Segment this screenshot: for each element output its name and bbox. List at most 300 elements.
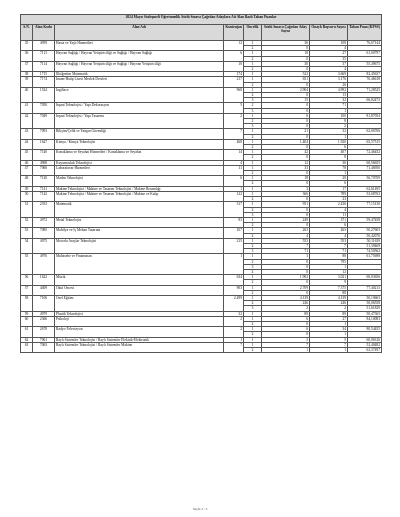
- table-cell: 2: [244, 321, 262, 326]
- table-title: 2024 Mayıs Sözleşmeli Öğretmenlik Sözlü Sınava Çağrılan Adaylara Ait Alan Bazlı Taban Puanlar: [21, 15, 382, 25]
- table-cell: 33: [262, 165, 310, 170]
- table-cell: 50: [21, 191, 33, 201]
- table-cell: 100: [310, 113, 348, 118]
- table-cell: 2: [244, 93, 262, 98]
- table-cell: 2: [244, 171, 262, 176]
- table-cell: 7: [224, 342, 244, 352]
- header-row: [21, 25, 382, 41]
- table-cell: 0: [262, 46, 310, 51]
- table-cell: 72,46452: [348, 150, 382, 155]
- table-cell: 8: [310, 119, 348, 124]
- table-cell: 7120: [33, 176, 55, 186]
- table-cell: 7142: [33, 191, 55, 201]
- table-cell: 37: [310, 61, 348, 66]
- table-cell: 1: [244, 316, 262, 321]
- table-cell: Bilişim/Çelik ve Yangın Güvenliği: [55, 129, 224, 139]
- table-cell: 1: [224, 254, 244, 275]
- table-cell: 4975: [33, 238, 55, 254]
- table-cell: 6: [310, 223, 348, 228]
- table-cell: 2.904: [262, 87, 310, 92]
- table-cell: Makine Teknolojisi / Makine ve Tasarım Teknolojisi / Makine Resamlığı: [55, 186, 224, 191]
- table-cell: 2: [244, 223, 262, 228]
- table-cell: Maden Teknolojisi: [55, 176, 224, 186]
- table-cell: 71: [310, 249, 348, 254]
- table-cell: 89: [310, 311, 348, 316]
- table-cell: 32: [310, 129, 348, 134]
- table-cell: 1: [244, 254, 262, 259]
- table-cell: 40: [21, 87, 33, 103]
- table-cell: 11: [310, 212, 348, 217]
- table-cell: 27: [310, 316, 348, 321]
- table-cell: 1: [244, 228, 262, 233]
- table-cell: 76,46618: [348, 77, 382, 82]
- table-cell: 0: [262, 207, 310, 212]
- table-cell: 4.139: [262, 295, 310, 300]
- table-cell: 2: [224, 113, 244, 129]
- table-cell: 217: [224, 77, 244, 87]
- table-cell: 2: [224, 316, 244, 326]
- table-cell: Hayvan Sağlığı / Hayvan Yetiştiriciliği ve Sağlığı / Hayvan Yetiştiriciliği: [55, 61, 224, 71]
- table-cell: 1: [244, 113, 262, 118]
- table-cell: 1: [244, 217, 262, 222]
- table-cell: 4: [310, 207, 348, 212]
- table-cell: Psikoloji: [55, 316, 224, 326]
- page-footer: Sayfa 2 / 3: [192, 507, 208, 511]
- table-cell: 0: [262, 259, 310, 264]
- table-cell: 1: [244, 165, 262, 170]
- table-cell: 2: [244, 243, 262, 248]
- table-cell: 88: [310, 254, 348, 259]
- table-cell: Okul Öncesi: [55, 285, 224, 295]
- table-cell: 7049: [33, 113, 55, 129]
- table-cell: 1622: [33, 275, 55, 285]
- column-header: Öncelik: [244, 25, 262, 41]
- table-cell: 4: [244, 269, 262, 274]
- table-cell: 5: [310, 337, 348, 342]
- table-cell: 1: [244, 342, 262, 347]
- table-cell: 3: [244, 264, 262, 269]
- table-cell: 553: [310, 238, 348, 243]
- table-cell: 2: [244, 67, 262, 72]
- table-cell: 7: [310, 243, 348, 248]
- table-body: [21, 41, 382, 353]
- table-cell: 63: [21, 342, 33, 352]
- table-cell: 7174: [33, 77, 55, 87]
- table-cell: 34: [310, 327, 348, 332]
- table-cell: 2.499: [224, 295, 244, 311]
- table-cell: 4976: [33, 254, 55, 275]
- table-cell: 51,39469: [348, 243, 382, 248]
- table-cell: 62,37497: [348, 347, 382, 352]
- table-cell: 1: [310, 134, 348, 139]
- table-cell: 77,15130: [348, 202, 382, 207]
- table-cell: 0: [262, 67, 310, 72]
- table-cell: 48: [21, 176, 33, 186]
- table-cell: 59: [21, 311, 33, 316]
- table-cell: 74,50562: [348, 249, 382, 254]
- table-cell: 553: [262, 238, 310, 243]
- table-cell: 37: [21, 61, 33, 71]
- table-cell: 1627: [33, 139, 55, 149]
- table-cell: 55: [21, 254, 33, 275]
- table-cell: 2: [244, 155, 262, 160]
- table-cell: 1: [244, 295, 262, 300]
- table-cell: 7113: [33, 51, 55, 61]
- table-cell: 0: [262, 280, 310, 285]
- table-cell: 0: [262, 155, 310, 160]
- table-cell: 1524: [33, 87, 55, 103]
- table-cell: 50,06558: [348, 301, 382, 306]
- table-cell: 215: [224, 238, 244, 254]
- table-cell: 903: [224, 285, 244, 295]
- table-cell: 36: [21, 51, 33, 61]
- table-cell: 7106: [33, 295, 55, 311]
- table-cell: 2: [244, 301, 262, 306]
- table-cell: 77,40213: [348, 285, 382, 290]
- table-cell: 2: [244, 103, 262, 108]
- table-cell: 366: [262, 191, 310, 196]
- table-cell: 52: [21, 217, 33, 227]
- table-cell: 60,56655: [348, 160, 382, 165]
- table-cell: 1: [244, 191, 262, 196]
- table-cell: 52,40482: [348, 342, 382, 347]
- table-cell: 4: [310, 46, 348, 51]
- table-cell: 4959: [33, 41, 55, 51]
- table-cell: 43: [21, 129, 33, 139]
- table-cell: 4972: [33, 217, 55, 227]
- table-cell: 4: [310, 67, 348, 72]
- table-cell: 1: [244, 139, 262, 144]
- table-cell: 6: [224, 51, 244, 61]
- table-cell: 1: [244, 337, 262, 342]
- table-cell: 407: [310, 150, 348, 155]
- table-cell: 44: [21, 139, 33, 149]
- table-cell: 81,87054: [348, 113, 382, 118]
- table-cell: 2: [262, 306, 310, 311]
- table-cell: 3: [244, 212, 262, 217]
- table-cell: 1: [244, 61, 262, 66]
- table-cell: 3: [244, 249, 262, 254]
- table-cell: 36: [262, 41, 310, 46]
- table-cell: 2: [224, 327, 244, 337]
- table-cell: 6: [224, 176, 244, 186]
- table-cell: 2353: [33, 202, 55, 218]
- table-cell: 0: [262, 290, 310, 295]
- table-cell: 13: [310, 93, 348, 98]
- table-cell: 7: [224, 129, 244, 139]
- table-cell: 4979: [33, 311, 55, 316]
- table-cell: 2: [244, 290, 262, 295]
- table-cell: 371: [310, 217, 348, 222]
- table-cell: 12: [310, 269, 348, 274]
- table-cell: 1: [244, 311, 262, 316]
- table-cell: 4968: [33, 160, 55, 165]
- table-cell: 61: [21, 327, 33, 337]
- table-cell: 15: [262, 98, 310, 103]
- table-cell: 26: [310, 82, 348, 87]
- table-cell: 317: [224, 202, 244, 218]
- table-cell: 38: [21, 72, 33, 77]
- table-cell: Müzik: [55, 275, 224, 285]
- table-cell: 2: [244, 332, 262, 337]
- table-cell: Metal Teknolojisi: [55, 217, 224, 227]
- table-cell: 263: [310, 228, 348, 233]
- table-cell: 2: [244, 82, 262, 87]
- table-cell: 2.709: [262, 285, 310, 290]
- table-cell: 1: [310, 108, 348, 113]
- table-cell: 7114: [33, 61, 55, 71]
- table-cell: 0: [262, 103, 310, 108]
- table-cell: 0: [262, 269, 310, 274]
- table-cell: 2: [244, 119, 262, 124]
- table-cell: Laboratuvar Hizmetleri: [55, 165, 224, 175]
- table-cell: İlköğretim Matematik: [55, 72, 224, 77]
- table-cell: 54: [21, 238, 33, 254]
- table-cell: 0: [262, 332, 310, 337]
- table-cell: 1715: [33, 72, 55, 77]
- table-cell: 1: [244, 87, 262, 92]
- table-cell: Kuyumculuk Teknolojisi: [55, 160, 224, 165]
- table-cell: 35: [21, 41, 33, 51]
- table-cell: 32: [224, 311, 244, 316]
- table-cell: 3: [262, 337, 310, 342]
- table-cell: 11: [224, 165, 244, 175]
- table-cell: 50,11639: [348, 238, 382, 243]
- table-cell: 951: [262, 202, 310, 207]
- table-cell: 50,10663: [348, 295, 382, 300]
- table-cell: 83: [224, 217, 244, 227]
- column-header: Alan Adı: [55, 25, 224, 41]
- table-cell: 88: [310, 290, 348, 295]
- table-cell: 0: [262, 321, 310, 326]
- table-cell: 1: [244, 77, 262, 82]
- table-cell: 41: [21, 103, 33, 113]
- table-cell: 1: [310, 347, 348, 352]
- table-cell: 2: [244, 233, 262, 238]
- table-cell: 1: [310, 321, 348, 326]
- table-cell: 1: [244, 285, 262, 290]
- table-cell: 0: [262, 171, 310, 176]
- table-cell: 66,02473: [348, 98, 382, 103]
- table-cell: 2: [244, 197, 262, 202]
- table-cell: 18: [262, 176, 310, 181]
- table-cell: 107: [224, 228, 244, 238]
- table-cell: 7141: [33, 186, 55, 191]
- table-cell: 8: [310, 155, 348, 160]
- table-cell: 0: [262, 56, 310, 61]
- table-cell: 246: [262, 301, 310, 306]
- table-cell: 7140: [33, 150, 55, 160]
- table-cell: 0: [262, 82, 310, 87]
- table-cell: 53: [21, 228, 33, 238]
- table-cell: 71,28525: [348, 87, 382, 92]
- table-cell: 45: [21, 150, 33, 160]
- table-cell: 89: [262, 311, 310, 316]
- table-cell: 522: [262, 72, 310, 77]
- table-cell: 4.992: [310, 87, 348, 92]
- table-cell: 468: [224, 139, 244, 149]
- table-cell: 651: [262, 77, 310, 82]
- table-cell: Hayvan Sağlığı / Hayvan Yetiştiriciliği ve Sağlığı / Hayvan Sağlığı: [55, 51, 224, 61]
- table-cell: 12: [262, 160, 310, 165]
- table-cell: 2.436: [310, 202, 348, 207]
- table-cell: 968: [224, 87, 244, 103]
- table-cell: 0: [262, 212, 310, 217]
- score-table: [20, 14, 382, 353]
- table-cell: 62: [21, 337, 33, 342]
- table-cell: 6: [262, 316, 310, 321]
- table-cell: Motorlu Araçlar Teknolojisi: [55, 238, 224, 254]
- table-cell: 6: [310, 181, 348, 186]
- table-cell: 1: [310, 171, 348, 176]
- table-cell: 9: [310, 280, 348, 285]
- table-cell: Makine Teknolojisi / Makine ve Tasarım Teknolojisi / Makine ve Kalıp: [55, 191, 224, 201]
- table-cell: 2678: [33, 327, 55, 337]
- table-cell: 7: [310, 342, 348, 347]
- table-cell: 2: [244, 134, 262, 139]
- table-cell: 1: [244, 327, 262, 332]
- table-cell: 20: [310, 176, 348, 181]
- table-cell: 1.404: [262, 139, 310, 144]
- table-cell: 2: [310, 124, 348, 129]
- table-cell: 1: [310, 332, 348, 337]
- table-cell: 60,06316: [348, 337, 382, 342]
- table-cell: 6: [262, 113, 310, 118]
- table-cell: 71,46950: [348, 165, 382, 170]
- table-cell: 58: [21, 295, 33, 311]
- table-cell: 1: [224, 186, 244, 191]
- table-cell: 2366: [33, 316, 55, 326]
- table-cell: 4: [224, 160, 244, 165]
- table-cell: 42: [21, 113, 33, 129]
- table-cell: 1: [244, 41, 262, 46]
- table-cell: 0: [262, 119, 310, 124]
- table-cell: 0: [262, 124, 310, 129]
- table-cell: 60,03656: [348, 275, 382, 280]
- table-cell: 84,10083: [348, 316, 382, 321]
- table-cell: Özel Eğitim: [55, 295, 224, 311]
- table-cell: 795: [310, 259, 348, 264]
- table-cell: 4409: [33, 285, 55, 295]
- table-cell: 108: [310, 41, 348, 46]
- table-cell: 23: [310, 197, 348, 202]
- table-cell: 5: [224, 103, 244, 113]
- table-cell: 1: [244, 160, 262, 165]
- column-header: Önayh Başvuru Sayısı: [310, 25, 348, 41]
- table-cell: 0: [262, 93, 310, 98]
- table-cell: 1: [244, 150, 262, 155]
- table-cell: 122: [224, 191, 244, 201]
- table-cell: 1: [244, 275, 262, 280]
- table-cell: 0: [262, 108, 310, 113]
- table-cell: 62,06766: [348, 129, 382, 134]
- table-cell: 32: [310, 98, 348, 103]
- table-cell: 249: [262, 217, 310, 222]
- table-cell: 47: [21, 165, 33, 175]
- table-cell: 1: [244, 186, 262, 191]
- table-cell: 55,49675: [348, 61, 382, 66]
- table-cell: İngilizce: [55, 87, 224, 103]
- table-cell: 4.139: [310, 295, 348, 300]
- table-cell: 10: [224, 61, 244, 71]
- table-cell: 7093: [33, 129, 55, 139]
- table-cell: 2: [310, 306, 348, 311]
- table-cell: 56,70709: [348, 176, 382, 181]
- table-cell: 62,61495: [348, 186, 382, 191]
- table-cell: 2: [244, 280, 262, 285]
- table-cell: 18: [262, 51, 310, 56]
- table-cell: 46: [21, 160, 33, 165]
- table-cell: 3: [244, 98, 262, 103]
- table-cell: 1: [310, 264, 348, 269]
- column-header: Kontenjan: [224, 25, 244, 41]
- table-cell: 3.669: [310, 72, 348, 77]
- table-cell: 7066: [33, 165, 55, 175]
- table-cell: 789: [310, 191, 348, 196]
- table-cell: 35: [310, 56, 348, 61]
- table-cell: 7: [262, 243, 310, 248]
- table-cell: 263: [262, 228, 310, 233]
- table-cell: 1.902: [262, 275, 310, 280]
- table-cell: 71: [262, 249, 310, 254]
- table-cell: 0: [262, 197, 310, 202]
- table-cell: 2: [244, 259, 262, 264]
- column-header: Sözlü Sınava Çağrılan Aday Sayısı: [262, 25, 310, 41]
- table-cell: Muhasebe ve Finansman: [55, 254, 224, 275]
- table-cell: 56: [21, 275, 33, 285]
- table-cell: 0: [262, 134, 310, 139]
- table-cell: 7.375: [310, 285, 348, 290]
- table-cell: 49: [21, 186, 33, 191]
- table-cell: 0: [262, 181, 310, 186]
- table-cell: 3.176: [310, 77, 348, 82]
- table-cell: 12: [224, 41, 244, 51]
- table-cell: Matematik: [55, 202, 224, 218]
- table-cell: 39: [21, 77, 33, 87]
- table-cell: 3: [244, 306, 262, 311]
- table-cell: 36: [310, 160, 348, 165]
- table-cell: 14: [224, 150, 244, 160]
- table-cell: 2: [244, 145, 262, 150]
- table-cell: 1.920: [310, 139, 348, 144]
- table-cell: 246: [310, 301, 348, 306]
- table-cell: 53,68763: [348, 191, 382, 196]
- table-cell: 1: [244, 176, 262, 181]
- table-cell: Hasta ve Yaşlı Hizmetleri: [55, 41, 224, 51]
- table-cell: 17: [310, 186, 348, 191]
- table-cell: 61,75698: [348, 254, 382, 259]
- table-cell: İmam-Hatip Lisesi Meslek Dersleri: [55, 77, 224, 87]
- table-cell: 80,54455: [348, 327, 382, 332]
- table-cell: 60: [21, 316, 33, 326]
- table-cell: Radyo-Televizyon: [55, 327, 224, 337]
- table-cell: 634: [224, 275, 244, 285]
- table-cell: 21: [262, 129, 310, 134]
- table-cell: 7085: [33, 228, 55, 238]
- table-cell: Kimya / Kimya Teknolojisi: [55, 139, 224, 149]
- table-cell: Raylı Sistemler Teknolojisi / Raylı Sistemler Makine: [55, 342, 224, 352]
- table-cell: Mobilya ve İç Mekan Tasarımı: [55, 228, 224, 238]
- table-cell: 27: [310, 51, 348, 56]
- table-cell: 30: [262, 61, 310, 66]
- table-cell: 3.021: [310, 275, 348, 280]
- table-cell: 1: [262, 347, 310, 352]
- column-header: Taban Puan (KPSS): [348, 25, 382, 41]
- table-cell: 4: [262, 233, 310, 238]
- table-cell: 4: [310, 233, 348, 238]
- table-cell: 0: [262, 145, 310, 150]
- column-header: Alan Kodu: [33, 25, 55, 41]
